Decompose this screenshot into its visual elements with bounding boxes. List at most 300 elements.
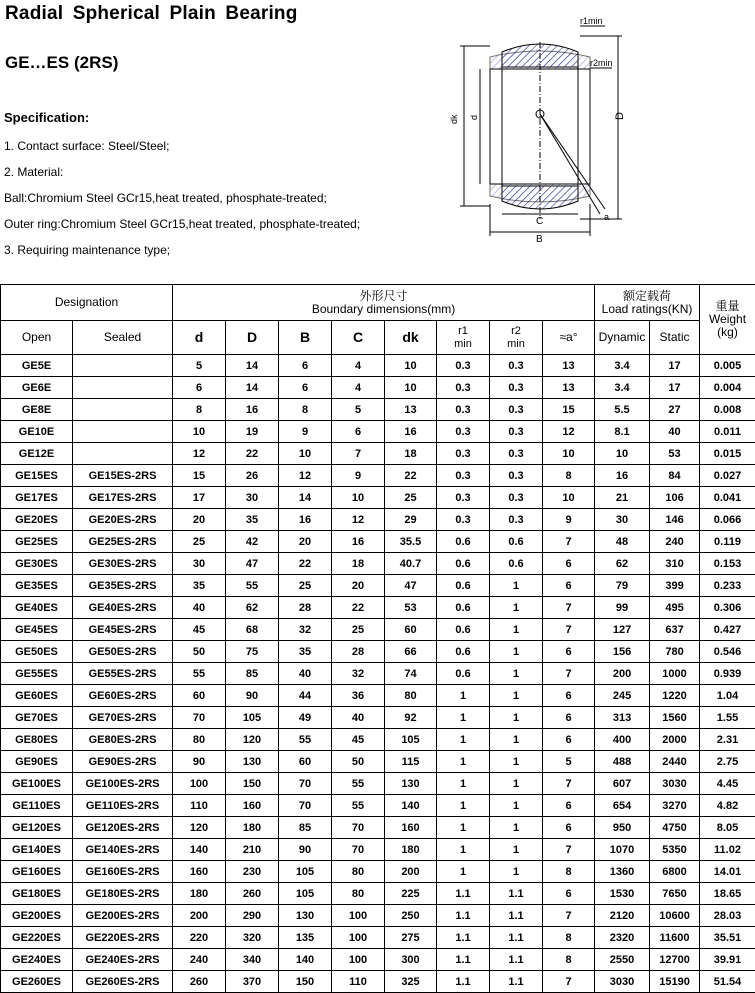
spec-line-material: 2. Material: (4, 165, 64, 179)
cell-alpha: 7 (543, 971, 595, 993)
cell-static: 17 (650, 355, 700, 377)
cell-B: 70 (279, 773, 332, 795)
cell-dynamic: 488 (595, 751, 650, 773)
cell-static: 10600 (650, 905, 700, 927)
cell-dynamic: 156 (595, 641, 650, 663)
cell-dynamic: 1530 (595, 883, 650, 905)
cell-r1: 1.1 (437, 971, 490, 993)
table-row (1, 707, 755, 729)
diagram-label-r2: r2min (590, 58, 613, 68)
cell-dynamic: 245 (595, 685, 650, 707)
cell-d: 45 (173, 619, 226, 641)
cell-alpha: 8 (543, 927, 595, 949)
cell-C: 7 (332, 443, 385, 465)
table-row (1, 795, 755, 817)
cell-r1: 1 (437, 707, 490, 729)
cell-C: 4 (332, 355, 385, 377)
cell-open: GE110ES (1, 795, 73, 817)
cell-dynamic: 3030 (595, 971, 650, 993)
cell-alpha: 7 (543, 839, 595, 861)
cell-C: 36 (332, 685, 385, 707)
cell-r1: 1.1 (437, 883, 490, 905)
cell-d: 50 (173, 641, 226, 663)
load-ratings-en: Load ratings(KN) (601, 301, 693, 316)
cell-D: 22 (226, 443, 279, 465)
cell-weight: 51.54 (700, 971, 755, 993)
table-row (1, 619, 755, 641)
cell-D: 35 (226, 509, 279, 531)
cell-sealed: GE60ES-2RS (73, 685, 173, 707)
cell-C: 12 (332, 509, 385, 531)
cell-sealed: GE55ES-2RS (73, 663, 173, 685)
cell-C: 5 (332, 399, 385, 421)
cell-static: 11600 (650, 927, 700, 949)
bearing-spec-table (0, 284, 755, 993)
cell-C: 100 (332, 927, 385, 949)
cell-static: 780 (650, 641, 700, 663)
cell-r2: 1 (490, 641, 543, 663)
cell-weight: 0.005 (700, 355, 755, 377)
cell-D: 14 (226, 355, 279, 377)
table-row (1, 509, 755, 531)
table-row (1, 773, 755, 795)
cell-open: GE80ES (1, 729, 73, 751)
cell-alpha: 6 (543, 575, 595, 597)
B-header: B (279, 321, 332, 355)
cell-open: GE100ES (1, 773, 73, 795)
cell-C: 70 (332, 817, 385, 839)
cell-C: 80 (332, 861, 385, 883)
boundary-dimensions-en: Boundary dimensions(mm) (311, 301, 456, 316)
cell-r2: 0.3 (490, 509, 543, 531)
cell-sealed (73, 421, 173, 443)
cell-sealed: GE110ES-2RS (73, 795, 173, 817)
cell-r2: 1 (490, 707, 543, 729)
cell-d: 8 (173, 399, 226, 421)
cell-D: 210 (226, 839, 279, 861)
cell-r2: 1 (490, 839, 543, 861)
cell-open: GE220ES (1, 927, 73, 949)
cell-alpha: 7 (543, 663, 595, 685)
cell-D: 260 (226, 883, 279, 905)
cell-B: 28 (279, 597, 332, 619)
cell-dk: 47 (385, 575, 437, 597)
cell-r2: 0.3 (490, 399, 543, 421)
table-row (1, 575, 755, 597)
cell-alpha: 10 (543, 443, 595, 465)
cell-r1: 0.6 (437, 553, 490, 575)
cell-sealed: GE40ES-2RS (73, 597, 173, 619)
cell-static: 240 (650, 531, 700, 553)
cell-dk: 74 (385, 663, 437, 685)
cell-r1: 1 (437, 729, 490, 751)
cell-alpha: 7 (543, 905, 595, 927)
cell-d: 60 (173, 685, 226, 707)
cell-D: 370 (226, 971, 279, 993)
cell-B: 35 (279, 641, 332, 663)
diagram-label-B: B (536, 234, 543, 244)
cell-open: GE35ES (1, 575, 73, 597)
cell-d: 6 (173, 377, 226, 399)
cell-dynamic: 48 (595, 531, 650, 553)
C-header: C (332, 321, 385, 355)
d-header: d (173, 321, 226, 355)
cell-weight: 0.233 (700, 575, 755, 597)
cell-d: 25 (173, 531, 226, 553)
alpha-header: ≈a° (543, 321, 595, 355)
spec-line-outer-ring: Outer ring:Chromium Steel GCr15,heat treated, phosphate-treated; (4, 217, 361, 231)
cell-static: 53 (650, 443, 700, 465)
cell-r1: 1 (437, 751, 490, 773)
cell-open: GE15ES (1, 465, 73, 487)
cell-weight: 0.066 (700, 509, 755, 531)
cell-r1: 0.6 (437, 641, 490, 663)
cell-weight: 0.011 (700, 421, 755, 443)
boundary-dimensions-header (173, 285, 595, 321)
cell-D: 75 (226, 641, 279, 663)
cell-C: 22 (332, 597, 385, 619)
cell-r1: 1.1 (437, 905, 490, 927)
cell-d: 55 (173, 663, 226, 685)
cell-r1: 0.3 (437, 421, 490, 443)
cell-B: 14 (279, 487, 332, 509)
cell-dynamic: 200 (595, 663, 650, 685)
table-row (1, 839, 755, 861)
table-row (1, 487, 755, 509)
cell-sealed: GE160ES-2RS (73, 861, 173, 883)
cell-weight: 0.153 (700, 553, 755, 575)
cell-D: 47 (226, 553, 279, 575)
cell-r1: 0.6 (437, 575, 490, 597)
diagram-label-r1: r1min (580, 16, 603, 26)
cell-B: 70 (279, 795, 332, 817)
weight-en: Weight (708, 312, 747, 326)
cell-dk: 53 (385, 597, 437, 619)
cell-static: 5350 (650, 839, 700, 861)
cell-C: 25 (332, 619, 385, 641)
cell-B: 90 (279, 839, 332, 861)
cell-B: 16 (279, 509, 332, 531)
cell-dk: 22 (385, 465, 437, 487)
cell-D: 68 (226, 619, 279, 641)
cell-alpha: 7 (543, 619, 595, 641)
cell-dk: 29 (385, 509, 437, 531)
designation-header: Designation (1, 285, 173, 321)
cell-r2: 0.3 (490, 377, 543, 399)
cell-alpha: 6 (543, 641, 595, 663)
cell-D: 26 (226, 465, 279, 487)
cell-weight: 1.04 (700, 685, 755, 707)
table-row (1, 421, 755, 443)
static-header: Static (650, 321, 700, 355)
cell-open: GE6E (1, 377, 73, 399)
cell-alpha: 6 (543, 685, 595, 707)
cell-D: 55 (226, 575, 279, 597)
cell-D: 230 (226, 861, 279, 883)
cell-weight: 18.65 (700, 883, 755, 905)
table-row (1, 597, 755, 619)
cell-C: 100 (332, 905, 385, 927)
table-row (1, 685, 755, 707)
cell-d: 90 (173, 751, 226, 773)
cell-alpha: 13 (543, 355, 595, 377)
cell-r1: 1 (437, 795, 490, 817)
cell-d: 100 (173, 773, 226, 795)
cell-dynamic: 654 (595, 795, 650, 817)
table-row (1, 553, 755, 575)
weight-unit: (kg) (717, 325, 738, 339)
cell-dynamic: 2120 (595, 905, 650, 927)
cell-sealed (73, 355, 173, 377)
cell-C: 20 (332, 575, 385, 597)
cell-C: 45 (332, 729, 385, 751)
cell-dynamic: 99 (595, 597, 650, 619)
cell-C: 18 (332, 553, 385, 575)
cell-B: 60 (279, 751, 332, 773)
cell-static: 2440 (650, 751, 700, 773)
r1-header (437, 321, 490, 355)
cell-static: 2000 (650, 729, 700, 751)
cell-B: 135 (279, 927, 332, 949)
cell-dynamic: 1360 (595, 861, 650, 883)
cell-static: 399 (650, 575, 700, 597)
cell-alpha: 6 (543, 553, 595, 575)
cell-r2: 1.1 (490, 905, 543, 927)
cell-dynamic: 62 (595, 553, 650, 575)
cell-sealed: GE70ES-2RS (73, 707, 173, 729)
cell-dynamic: 607 (595, 773, 650, 795)
table-row (1, 905, 755, 927)
cell-d: 10 (173, 421, 226, 443)
cell-dynamic: 79 (595, 575, 650, 597)
cell-alpha: 8 (543, 465, 595, 487)
cell-sealed: GE90ES-2RS (73, 751, 173, 773)
table-row (1, 861, 755, 883)
cell-r1: 0.6 (437, 531, 490, 553)
cell-B: 130 (279, 905, 332, 927)
table-row (1, 949, 755, 971)
cell-r2: 0.3 (490, 465, 543, 487)
cell-r2: 1.1 (490, 927, 543, 949)
cell-C: 55 (332, 773, 385, 795)
cell-d: 40 (173, 597, 226, 619)
cell-weight: 0.008 (700, 399, 755, 421)
cell-B: 20 (279, 531, 332, 553)
cell-C: 70 (332, 839, 385, 861)
cell-dk: 105 (385, 729, 437, 751)
diagram-label-C: C (536, 216, 544, 227)
cell-static: 310 (650, 553, 700, 575)
cell-r2: 1 (490, 597, 543, 619)
table-row (1, 531, 755, 553)
cell-weight: 4.45 (700, 773, 755, 795)
cell-open: GE20ES (1, 509, 73, 531)
cell-dk: 66 (385, 641, 437, 663)
cell-static: 3270 (650, 795, 700, 817)
cell-C: 50 (332, 751, 385, 773)
cell-r1: 0.3 (437, 487, 490, 509)
cell-r2: 0.6 (490, 531, 543, 553)
cell-D: 19 (226, 421, 279, 443)
cell-D: 150 (226, 773, 279, 795)
cell-dynamic: 400 (595, 729, 650, 751)
cell-weight: 8.05 (700, 817, 755, 839)
cell-dk: 10 (385, 377, 437, 399)
cell-dynamic: 5.5 (595, 399, 650, 421)
cell-r1: 0.3 (437, 443, 490, 465)
table-row (1, 399, 755, 421)
cell-dk: 92 (385, 707, 437, 729)
cell-r1: 1.1 (437, 949, 490, 971)
cell-static: 1220 (650, 685, 700, 707)
cell-static: 17 (650, 377, 700, 399)
cell-D: 120 (226, 729, 279, 751)
cell-r1: 0.3 (437, 355, 490, 377)
cell-static: 4750 (650, 817, 700, 839)
cell-r1: 0.6 (437, 597, 490, 619)
cell-r2: 1 (490, 663, 543, 685)
cell-weight: 0.119 (700, 531, 755, 553)
cell-C: 28 (332, 641, 385, 663)
cell-r2: 0.3 (490, 443, 543, 465)
table-row (1, 355, 755, 377)
cell-open: GE60ES (1, 685, 73, 707)
open-header: Open (1, 321, 73, 355)
D-header: D (226, 321, 279, 355)
cell-alpha: 10 (543, 487, 595, 509)
cell-static: 1560 (650, 707, 700, 729)
cell-static: 6800 (650, 861, 700, 883)
cell-B: 105 (279, 861, 332, 883)
cell-dk: 40.7 (385, 553, 437, 575)
cell-B: 49 (279, 707, 332, 729)
cell-dk: 80 (385, 685, 437, 707)
sealed-header: Sealed (73, 321, 173, 355)
cell-alpha: 8 (543, 949, 595, 971)
cell-weight: 2.31 (700, 729, 755, 751)
cell-dk: 60 (385, 619, 437, 641)
cell-B: 105 (279, 883, 332, 905)
cell-dynamic: 21 (595, 487, 650, 509)
cell-C: 4 (332, 377, 385, 399)
cell-d: 220 (173, 927, 226, 949)
cell-d: 5 (173, 355, 226, 377)
cell-dynamic: 313 (595, 707, 650, 729)
cell-d: 120 (173, 817, 226, 839)
cell-r2: 0.3 (490, 421, 543, 443)
cell-sealed: GE80ES-2RS (73, 729, 173, 751)
cell-d: 35 (173, 575, 226, 597)
cell-dk: 140 (385, 795, 437, 817)
cell-weight: 0.546 (700, 641, 755, 663)
cell-weight: 28.03 (700, 905, 755, 927)
cell-weight: 0.939 (700, 663, 755, 685)
cell-static: 637 (650, 619, 700, 641)
cell-dk: 18 (385, 443, 437, 465)
table-row (1, 971, 755, 993)
cell-alpha: 6 (543, 707, 595, 729)
cell-sealed: GE240ES-2RS (73, 949, 173, 971)
r1-min-label: min (454, 337, 472, 350)
cell-C: 32 (332, 663, 385, 685)
cell-d: 80 (173, 729, 226, 751)
cell-static: 7650 (650, 883, 700, 905)
cell-open: GE17ES (1, 487, 73, 509)
cell-D: 85 (226, 663, 279, 685)
cell-r1: 0.3 (437, 509, 490, 531)
r2-label: r2 (511, 324, 521, 337)
cell-B: 10 (279, 443, 332, 465)
cell-D: 290 (226, 905, 279, 927)
cell-d: 12 (173, 443, 226, 465)
cell-weight: 0.041 (700, 487, 755, 509)
cell-sealed: GE100ES-2RS (73, 773, 173, 795)
cell-static: 40 (650, 421, 700, 443)
cell-r2: 0.6 (490, 553, 543, 575)
cell-weight: 39.91 (700, 949, 755, 971)
load-ratings-header (595, 285, 700, 321)
cell-D: 320 (226, 927, 279, 949)
cell-dynamic: 8.1 (595, 421, 650, 443)
cell-r1: 0.6 (437, 619, 490, 641)
cell-dynamic: 2320 (595, 927, 650, 949)
cell-sealed: GE15ES-2RS (73, 465, 173, 487)
cell-open: GE120ES (1, 817, 73, 839)
cell-B: 12 (279, 465, 332, 487)
cell-alpha: 6 (543, 795, 595, 817)
cell-open: GE240ES (1, 949, 73, 971)
cell-alpha: 6 (543, 817, 595, 839)
table-row (1, 663, 755, 685)
weight-header (700, 285, 755, 355)
cell-alpha: 7 (543, 531, 595, 553)
cell-open: GE70ES (1, 707, 73, 729)
cell-d: 260 (173, 971, 226, 993)
diagram-label-alpha: a (604, 212, 610, 222)
cell-D: 90 (226, 685, 279, 707)
table-row (1, 443, 755, 465)
cell-dk: 13 (385, 399, 437, 421)
diagram-label-D: D (614, 112, 626, 120)
cell-sealed (73, 443, 173, 465)
diagram-label-dk: dk (449, 114, 459, 124)
cell-D: 14 (226, 377, 279, 399)
cell-D: 30 (226, 487, 279, 509)
cell-C: 9 (332, 465, 385, 487)
cell-r1: 1 (437, 773, 490, 795)
cell-D: 42 (226, 531, 279, 553)
table-header-row-2 (1, 321, 755, 355)
cell-r2: 0.3 (490, 355, 543, 377)
cell-sealed: GE45ES-2RS (73, 619, 173, 641)
cell-weight: 2.75 (700, 751, 755, 773)
dynamic-header: Dynamic (595, 321, 650, 355)
cell-B: 40 (279, 663, 332, 685)
cell-open: GE50ES (1, 641, 73, 663)
cell-r2: 1 (490, 685, 543, 707)
cell-weight: 35.51 (700, 927, 755, 949)
cell-dynamic: 30 (595, 509, 650, 531)
cell-dynamic: 2550 (595, 949, 650, 971)
cell-B: 150 (279, 971, 332, 993)
cell-static: 106 (650, 487, 700, 509)
cell-sealed: GE50ES-2RS (73, 641, 173, 663)
cell-B: 140 (279, 949, 332, 971)
table-header-row-1 (1, 285, 755, 321)
cell-r2: 1 (490, 729, 543, 751)
cell-open: GE200ES (1, 905, 73, 927)
cell-D: 160 (226, 795, 279, 817)
